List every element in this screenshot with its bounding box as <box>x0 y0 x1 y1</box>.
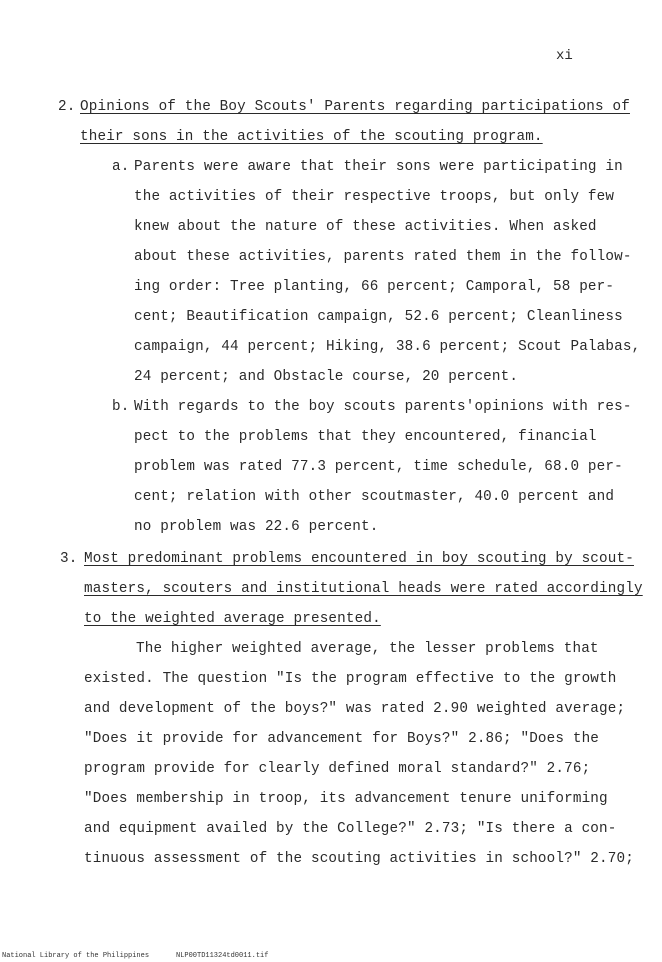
item-3-body-line-5: program provide for clearly defined moral standard?" 2.76; <box>84 761 591 777</box>
item-3-heading-line-3: to the weighted average presented. <box>84 611 381 627</box>
page-number: xi <box>556 48 573 64</box>
subitem-a-line-6: cent; Beautification campaign, 52.6 percent; Cleanliness <box>134 309 623 325</box>
subitem-b-line-3: problem was rated 77.3 percent, time schedule, 68.0 per- <box>134 459 623 475</box>
subitem-a-line-3: knew about the nature of these activities. When asked <box>134 219 597 235</box>
subitem-b-line-4: cent; relation with other scoutmaster, 40.0 percent and <box>134 489 615 505</box>
item-3-body-line-4: "Does it provide for advancement for Boys?" 2.86; "Does the <box>84 731 600 747</box>
subitem-a-line-4: about these activities, parents rated them in the follow- <box>134 249 632 265</box>
item-2-heading-line-1: Opinions of the Boy Scouts' Parents regarding participations of <box>80 99 630 115</box>
subitem-b-line-2: pect to the problems that they encountered, financial <box>134 429 597 445</box>
item-3-body-line-6: "Does membership in troop, its advancement tenure uniforming <box>84 791 608 807</box>
subitem-b-letter: b. <box>112 399 130 415</box>
footer-file-id: NLP00TD11324td0011.tif <box>176 952 269 960</box>
item-3-body-line-2: existed. The question "Is the program effective to the growth <box>84 671 617 687</box>
subitem-b-line-1: With regards to the boy scouts parents'opinions with res- <box>134 399 632 415</box>
item-3-heading-line-1: Most predominant problems encountered in boy scouting by scout- <box>84 551 634 567</box>
footer-library: National Library of the Philippines <box>2 952 150 960</box>
item-2-heading-line-2: their sons in the activities of the scouting program. <box>80 129 543 145</box>
item-3-body-line-8: tinuous assessment of the scouting activities in school?" 2.70; <box>84 851 634 867</box>
item-3-heading-line-2: masters, scouters and institutional heads were rated accordingly <box>84 581 643 597</box>
item-3-body-line-7: and equipment availed by the College?" 2.73; "Is there a con- <box>84 821 617 837</box>
item-3-body-line-1: The higher weighted average, the lesser problems that <box>136 641 599 657</box>
item-3-body-line-3: and development of the boys?" was rated 2.90 weighted average; <box>84 701 626 717</box>
subitem-a-line-1: Parents were aware that their sons were participating in <box>134 159 623 175</box>
subitem-a-line-2: the activities of their respective troops, but only few <box>134 189 615 205</box>
subitem-a-line-8: 24 percent; and Obstacle course, 20 percent. <box>134 369 519 385</box>
subitem-a-line-5: ing order: Tree planting, 66 percent; Camporal, 58 per- <box>134 279 615 295</box>
subitem-a-line-7: campaign, 44 percent; Hiking, 38.6 percent; Scout Palabas, <box>134 339 641 355</box>
item-2-number: 2. <box>58 99 76 115</box>
subitem-b-line-5: no problem was 22.6 percent. <box>134 519 379 535</box>
item-3-number: 3. <box>60 551 78 567</box>
subitem-a-letter: a. <box>112 159 130 175</box>
